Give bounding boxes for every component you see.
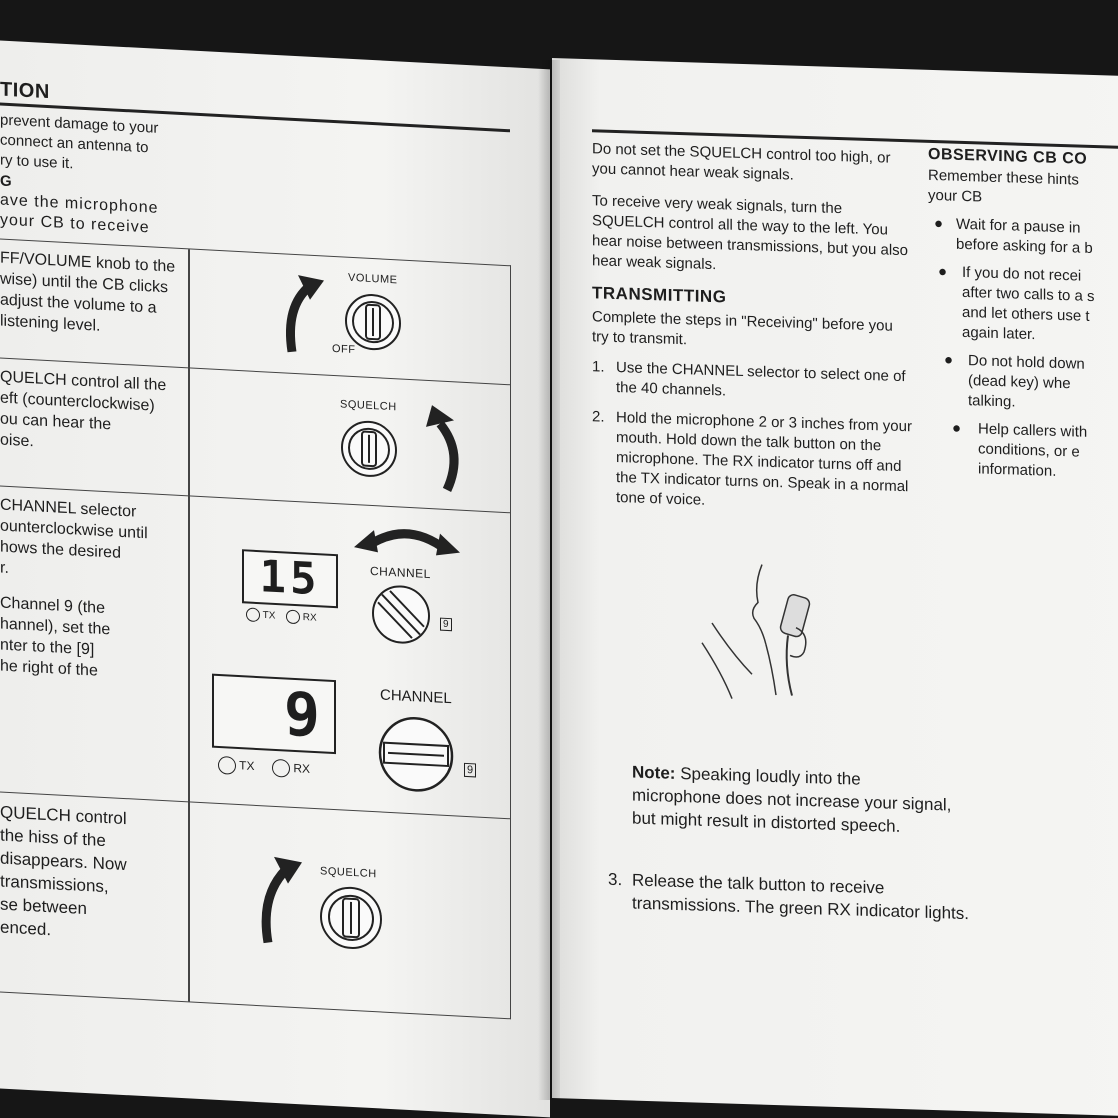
book-gutter — [538, 60, 560, 1100]
table-row — [0, 791, 510, 1017]
observing-intro-line: Remember these hints — [928, 166, 1079, 189]
bullet-line: again later. — [962, 323, 1036, 344]
channel-knob-icon — [368, 580, 434, 649]
left-intro-line: connect an antenna to — [0, 131, 149, 157]
hint-bullet — [928, 262, 1118, 350]
channel-knob-large-icon — [376, 712, 456, 796]
tx-indicator — [246, 607, 275, 623]
rx-indicator-large — [272, 759, 310, 779]
rx-indicator — [286, 610, 317, 626]
row-line: listening level. — [0, 312, 101, 335]
volume-label: VOLUME — [348, 271, 398, 287]
left-intro — [0, 111, 190, 181]
transmitting-heading: TRANSMITTING — [592, 283, 727, 307]
bidirectional-arrow-icon — [352, 515, 462, 561]
table-row — [0, 485, 510, 819]
microphone-icon — [779, 593, 811, 638]
bullet-icon: ● — [934, 215, 944, 233]
transmit-step-3 — [608, 868, 976, 926]
row-text — [0, 495, 180, 686]
clockwise-arrow-icon — [280, 266, 330, 359]
bullet-line: information. — [978, 460, 1057, 480]
left-sub-line: ave the microphone — [0, 191, 159, 217]
tx-led-icon — [246, 607, 260, 622]
preset-mark: 9 — [440, 618, 452, 632]
bullet-line: Do not hold down — [968, 352, 1085, 373]
bullet-line: If you do not recei — [962, 263, 1082, 285]
receive-steps-table — [0, 238, 511, 1019]
left-sub-line: your CB to receive — [0, 211, 150, 237]
row-line: disappears. Now — [0, 848, 127, 875]
row-line: QUELCH control all the — [0, 368, 167, 395]
row-line: nter to the [9] — [0, 636, 95, 659]
row-line: hows the desired — [0, 538, 121, 562]
left-page — [0, 40, 550, 1117]
row-line: he right of the — [0, 657, 98, 680]
row-line: eft (counterclockwise) — [0, 389, 155, 415]
etiquette-column — [928, 146, 1118, 486]
step-text: Use the CHANNEL selector to select one of the 40 channels. — [616, 359, 906, 400]
row-line: adjust the volume to a — [0, 291, 157, 317]
bullet-line: (dead key) whe — [968, 372, 1071, 393]
right-page — [552, 58, 1118, 1117]
rx-led-icon — [272, 759, 290, 778]
left-intro-line: ry to use it. — [0, 151, 74, 173]
channel-display — [242, 549, 338, 608]
left-intro-line: prevent damage to your — [0, 111, 159, 137]
rx-label: RX — [293, 761, 311, 776]
tx-label: TX — [239, 758, 255, 774]
bullet-icon: ● — [938, 263, 948, 281]
transmit-column — [592, 139, 912, 517]
step-number: 1. — [592, 358, 605, 376]
off-label: OFF — [332, 342, 356, 357]
bullet-line: conditions, or e — [978, 440, 1080, 461]
tx-indicator-large — [218, 756, 254, 776]
step-number: 2. — [592, 408, 605, 426]
row-line: transmissions, — [0, 871, 109, 897]
row-line: oise. — [0, 431, 34, 451]
channel-display-value: 15 — [259, 551, 321, 606]
row-line: se between — [0, 894, 87, 919]
bullet-line: before asking for a b — [956, 235, 1093, 257]
observing-intro-line: your CB — [928, 186, 983, 206]
bullet-line: Help callers with — [978, 420, 1088, 441]
preset-mark-large: 9 — [464, 763, 476, 778]
note-text: Speaking loudly into the microphone does not increase your signal, but might result in distorted speech. — [632, 764, 952, 836]
transmit-step — [592, 407, 912, 517]
channel-label: CHANNEL — [370, 563, 431, 582]
step-text: Release the talk button to receive transmissions. The green RX indicator lights. — [632, 870, 970, 924]
row-line: enced. — [0, 917, 52, 940]
squelch-label: SQUELCH — [340, 398, 397, 414]
bullet-line: talking. — [968, 392, 1016, 411]
row-line: r. — [0, 559, 9, 577]
row-line: FF/VOLUME knob to the — [0, 249, 176, 276]
person-with-microphone-illustration — [692, 552, 832, 706]
row-line: wise) until the CB clicks — [0, 270, 169, 297]
rx-label: RX — [302, 612, 317, 624]
clockwise-arrow-icon — [256, 846, 306, 949]
transmit-steps — [592, 357, 912, 517]
note-label: Note: — [632, 762, 676, 783]
row-line: the hiss of the — [0, 825, 106, 851]
row-line: ounterclockwise until — [0, 517, 148, 543]
squelch-knob-icon — [316, 881, 386, 955]
step-text: Hold the microphone 2 or 3 inches from your mouth. Hold down the talk button on the microphone. The RX indicator turns off and the TX indicator turns on. Speak in a normal tone of voice. — [616, 409, 912, 509]
row-line: Channel 9 (the — [0, 594, 105, 618]
step-number: 3. — [608, 869, 623, 890]
left-subheading-fragment: G — [0, 172, 13, 191]
bullet-icon: ● — [944, 351, 954, 369]
row-text — [0, 367, 180, 460]
counterclockwise-arrow-icon — [422, 401, 472, 494]
bullet-line: after two calls to a s — [962, 283, 1095, 306]
transmit-step — [592, 357, 912, 407]
squelch-label: SQUELCH — [320, 865, 377, 881]
rx-led-icon — [286, 610, 300, 625]
bullet-line: and let others use t — [962, 303, 1090, 325]
hint-bullet — [928, 214, 1118, 262]
hint-bullet — [928, 418, 1118, 486]
tx-led-icon — [218, 756, 236, 775]
squelch-knob-icon — [336, 414, 402, 483]
weak-signals-text: To receive very weak signals, turn the SQUELCH control all the way to the left. You hear noise between transmissions, but you also hear weak signals. — [592, 192, 909, 274]
transmitting-intro: Complete the steps in "Receiving" before you try to transmit. — [592, 308, 893, 349]
squelch-warning-text: Do not set the SQUELCH control too high, or you cannot hear weak signals. — [592, 140, 891, 184]
channel-label-large: CHANNEL — [380, 686, 452, 708]
channel-display-large — [212, 674, 336, 754]
row-text — [0, 801, 170, 948]
hint-bullet — [928, 350, 1118, 418]
row-text — [0, 248, 180, 341]
left-header-fragment: TION — [0, 78, 50, 104]
observing-heading: OBSERVING CB CO — [928, 145, 1088, 168]
row-line: QUELCH control — [0, 802, 127, 829]
channel-display-large-value: 9 — [283, 679, 320, 752]
row-line: hannel), set the — [0, 615, 111, 639]
speaking-note — [632, 761, 952, 840]
bullet-icon: ● — [952, 419, 962, 437]
bullet-line: Wait for a pause in — [956, 215, 1081, 237]
row-line: CHANNEL selector — [0, 496, 137, 521]
tx-label: TX — [262, 609, 276, 622]
left-sub-text — [0, 191, 190, 241]
row-line: ou can hear the — [0, 410, 112, 434]
